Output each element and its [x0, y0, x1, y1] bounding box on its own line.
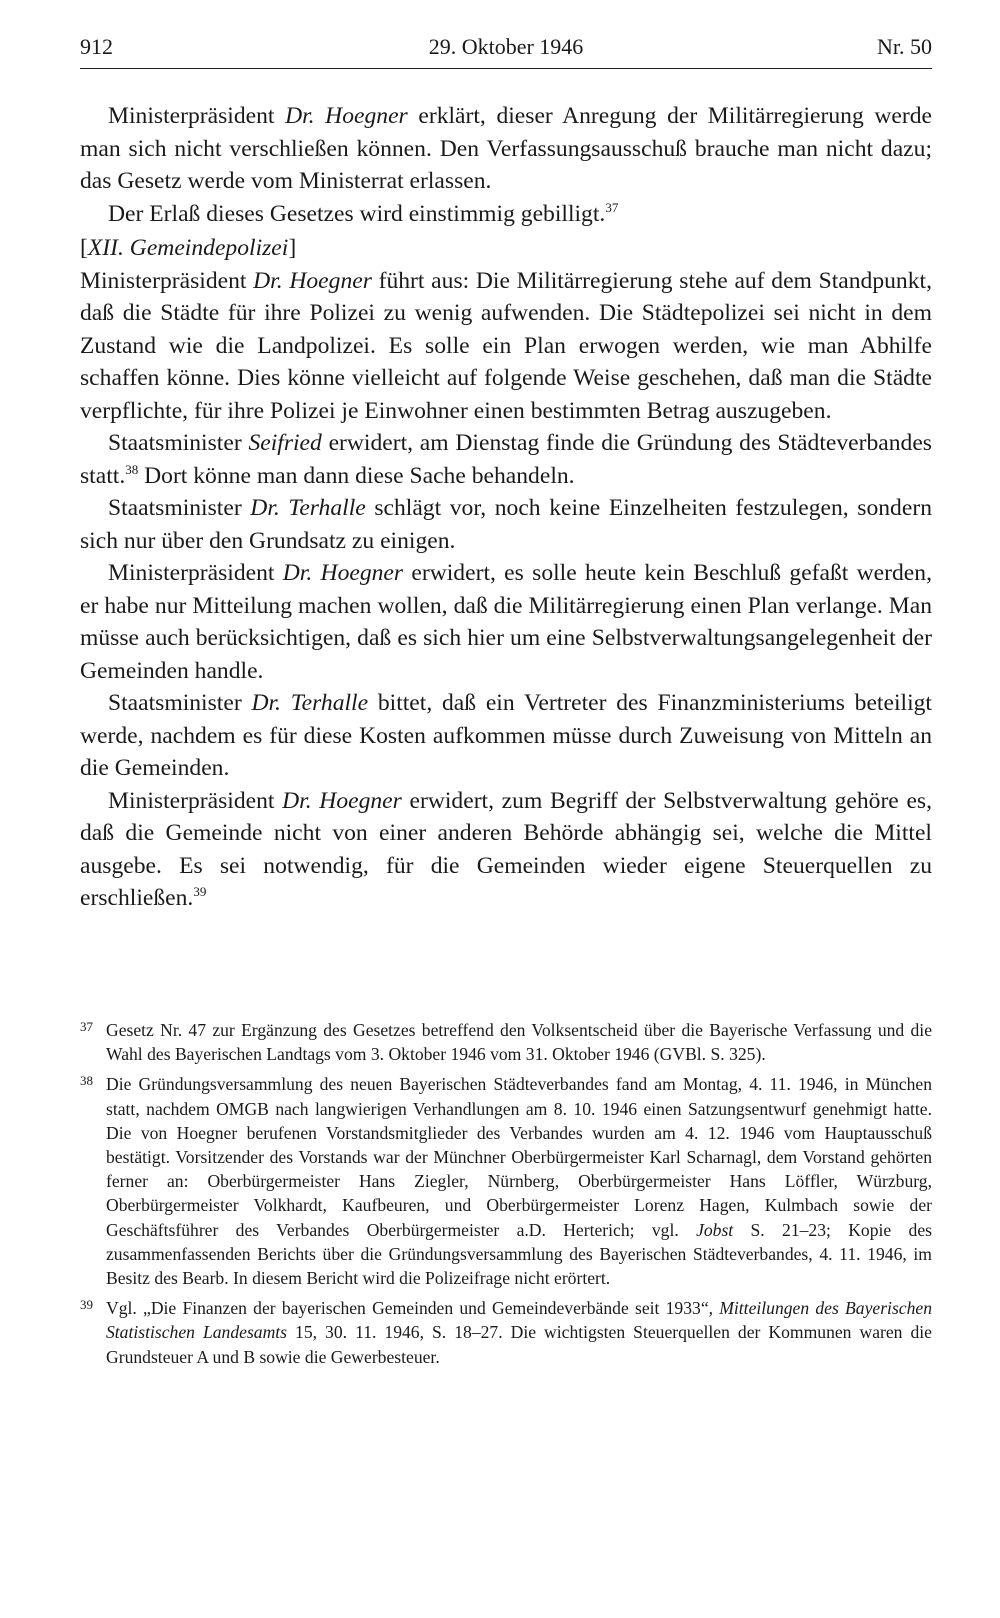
paragraph-2-text: Der Erlaß dieses Gesetzes wird einstimmig gebilligt.	[108, 200, 606, 227]
footnote-text: Gesetz Nr. 47 zur Ergänzung des Gesetzes betreffend den Volksentscheid über die Bayerische Verfassung und die Wahl des Bayerischen Landtags vom 3. Oktober 1946 vom 31. Oktober 1946 (GVBl. S. 325).	[106, 1020, 932, 1065]
footnote-ref-39[interactable]: 39	[193, 884, 207, 899]
cited-author: Jobst	[696, 1219, 734, 1240]
heading-title: XII. Gemeindepolizei	[87, 235, 289, 261]
footnote-number: 39	[80, 1297, 93, 1313]
paragraph-1	[80, 100, 932, 198]
footnote-ref-37[interactable]: 37	[605, 199, 619, 215]
paragraph-4-text: Dort könne man dann diese Sache behandeln.	[138, 462, 575, 489]
main-text	[80, 100, 932, 915]
speaker-name: Dr. Hoegner	[282, 787, 402, 814]
paragraph-4	[80, 427, 932, 492]
paragraph-6-text: erwidert, es solle heute kein Beschluß gefaßt werden, er habe nur Mitteilung machen wollen, daß die Militärregierung einen Plan verlange. Man müsse auch berücksichtigen, daß es sich hier um eine Selbstverwaltungsangelegenheit der Gemeinden handle.	[80, 560, 932, 684]
paragraph-6-text: Ministerpräsident	[108, 560, 283, 586]
paragraph-3-text: Ministerpräsident	[80, 267, 254, 294]
paragraph-7-text: Staatsminister	[108, 690, 252, 716]
paragraph-2	[80, 198, 932, 231]
paragraph-5-text: schlägt vor, noch keine Einzelheiten festzulegen, sondern sich nur über den Grundsatz zu einigen.	[80, 495, 932, 554]
heading-bracket-close: ]	[288, 235, 297, 261]
footnote-38	[80, 1072, 932, 1290]
running-header	[80, 34, 932, 69]
paragraph-3	[80, 265, 932, 428]
header-date: 29. Oktober 1946	[428, 34, 584, 59]
footnote-number: 38	[80, 1073, 93, 1089]
paragraph-1-text: Ministerpräsident	[108, 103, 286, 129]
footnote-text: Vgl. „Die Finanzen der bayerischen Gemeinden und Gemeindeverbände seit 1933“,	[106, 1298, 720, 1319]
paragraph-5-text: Staatsminister	[108, 495, 251, 521]
speaker-name: Dr. Hoegner	[253, 267, 372, 294]
footnotes	[80, 1018, 932, 1375]
speaker-name: Dr. Hoegner	[285, 103, 408, 129]
heading-bracket-open: [	[80, 235, 88, 261]
footnote-37	[80, 1018, 932, 1066]
paragraph-8-text: erwidert, zum Begriff der Selbstverwaltung gehöre es, daß die Gemeinde nicht von einer anderen Behörde abhängig sei, welche die Mittel ausgebe. Es sei notwendig, für die Gemeinden wieder eigene Steuerquellen zu erschließen.	[80, 787, 932, 911]
footnote-number: 37	[80, 1019, 93, 1034]
paragraph-3-text: führt aus: Die Militärregierung stehe auf dem Standpunkt, daß die Städte für ihre Polizei zu wenig aufwenden. Die Städtepolizei sei nicht in dem Zustand wie die Landpolizei. Es solle ein Plan erwogen werden, wie man Abhilfe schaffen könne. Dies könne vielleicht auf folgende Weise geschehen, daß man die Städte verpflichte, für ihre Polizei je Einwohner einen bestimmten Betrag auszugeben.	[80, 267, 932, 424]
speaker-name: Seifried	[248, 430, 322, 456]
speaker-name: Dr. Terhalle	[250, 495, 366, 521]
paragraph-1-text: erklärt, dieser Anregung der Militärregierung werde man sich nicht verschließen können. Den Verfassungsausschuß brauche man nicht dazu; das Gesetz werde vom Ministerrat erlassen.	[80, 103, 932, 194]
section-heading	[80, 232, 932, 265]
paragraph-4-text: Staatsminister	[108, 430, 249, 456]
paragraph-8-text: Ministerpräsident	[108, 787, 283, 814]
footnote-text: S. 21–23; Kopie des zusammenfassenden Berichts über die Gründungsversammlung des Bayerischen Städteverbandes, 4. 11. 1946, im Besitz des Bearb. In diesem Bericht wird die Polizeifrage nicht erörtert.	[106, 1219, 932, 1289]
paragraph-8	[80, 785, 932, 915]
paragraph-7	[80, 687, 932, 785]
paragraph-4-text: erwidert, am Dienstag finde die Gründung des Städteverbandes statt.	[80, 430, 932, 489]
paragraph-7-text: bittet, daß ein Vertreter des Finanzministeriums beteiligt werde, nachdem es für diese Kosten aufkommen müsse durch Zuweisung von Mitteln an die Gemeinden.	[80, 690, 932, 781]
footnote-ref-38[interactable]: 38	[125, 461, 139, 477]
footnote-text: 15, 30. 11. 1946, S. 18–27. Die wichtigsten Steuerquellen der Kommunen waren die Grundsteuer A und B sowie die Gewerbesteuer.	[106, 1322, 932, 1367]
speaker-name: Dr. Terhalle	[251, 690, 369, 716]
cited-publication: Mitteilungen des Bayerischen Statistischen Landesamts	[106, 1298, 932, 1343]
issue-number: Nr. 50	[877, 34, 932, 59]
paragraph-6	[80, 557, 932, 687]
page-number: 912	[80, 34, 113, 59]
paragraph-5	[80, 492, 932, 557]
footnote-39	[80, 1296, 932, 1369]
footnote-text: Die Gründungsversammlung des neuen Bayerischen Städteverbandes fand am Montag, 4. 11. 1946, in München statt, nachdem OMGB nach langwierigen Verhandlungen am 8. 10. 1946 einen Satzungsentwurf genehmigt hatte. Die von Hoegner berufenen Vorstandsmitglieder des Verbandes wurden am 4. 12. 1946 vom Hauptausschuß bestätigt. Vorsitzender des Vorstands war der Münchner Oberbürgermeister Karl Scharnagl, dem Vorstand gehörten ferner an: Oberbürgermeister Hans Ziegler, Nürnberg, Oberbürgermeister Hans Löffler, Würzburg, Oberbürgermeister Volkhardt, Kaufbeuren, und Oberbürgermeister Lorenz Hagen, Kulmbach sowie der Geschäftsführer des Verbandes Oberbürgermeister a.D. Herterich; vgl.	[106, 1074, 932, 1240]
speaker-name: Dr. Hoegner	[282, 560, 404, 586]
